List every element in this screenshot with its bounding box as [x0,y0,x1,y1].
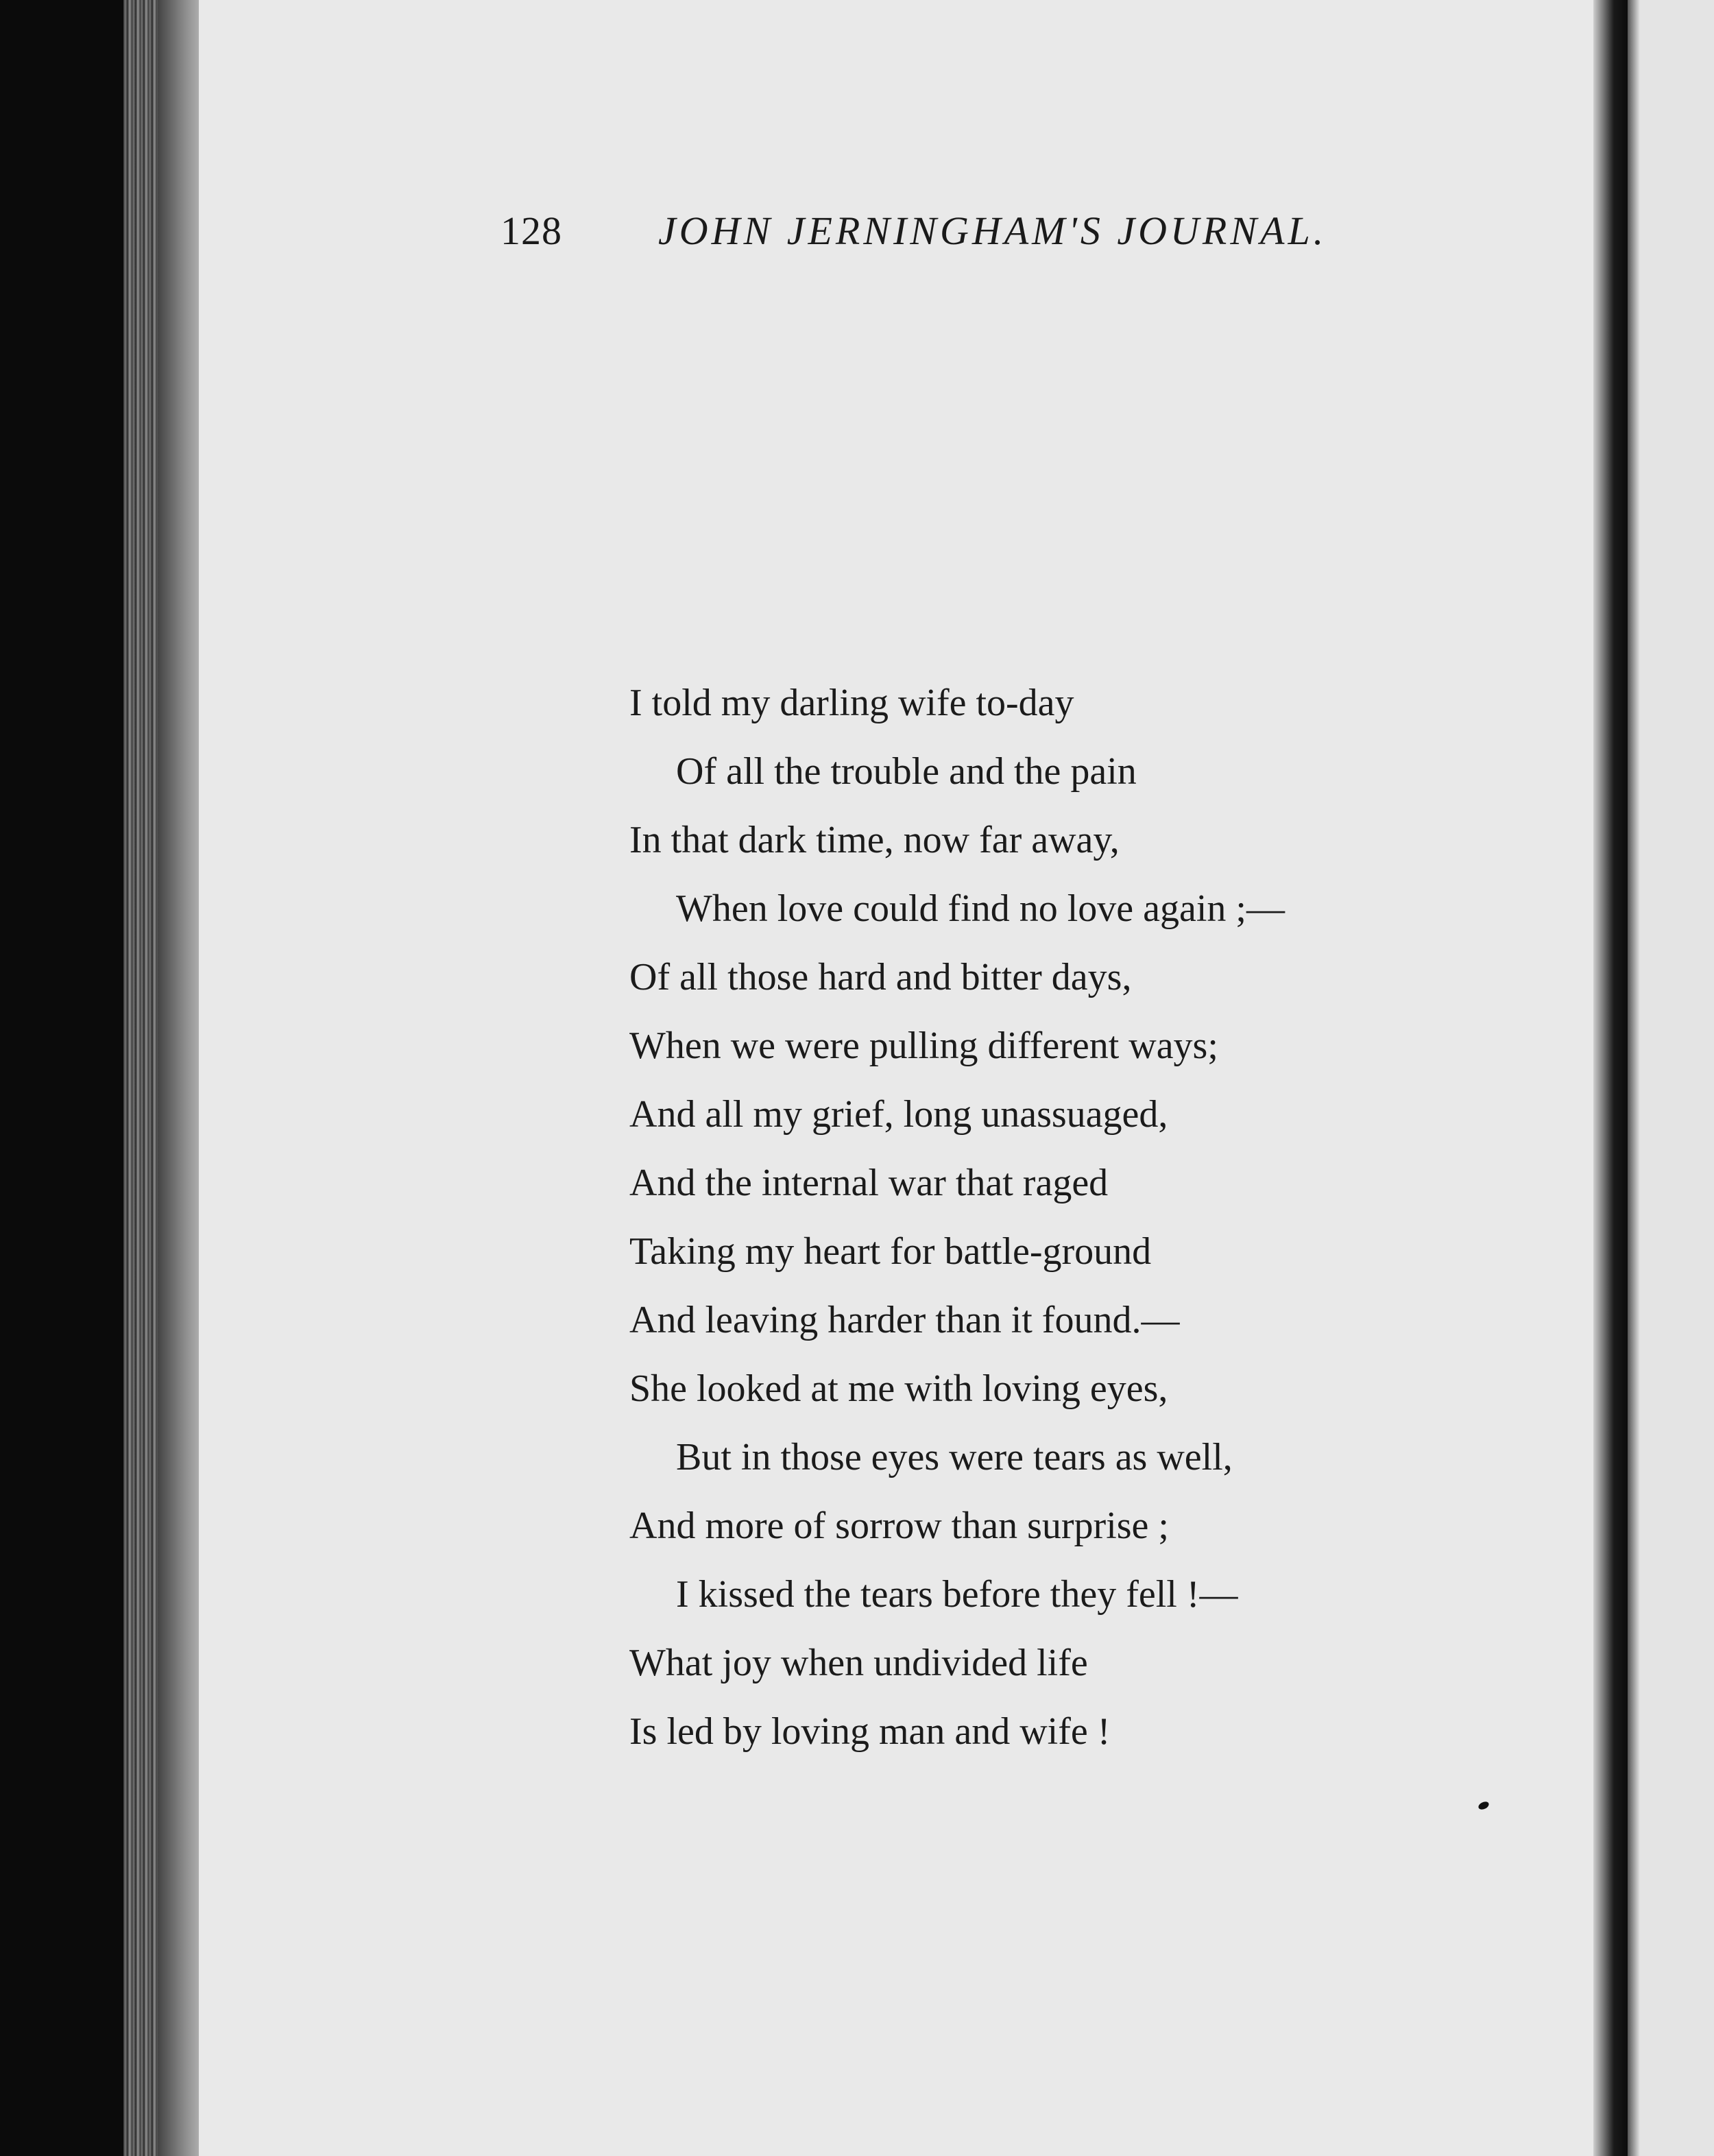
poem-line: And all my grief, long unassuaged, [629,1093,1168,1136]
page-number: 128 [500,208,562,253]
poem-line: And the internal war that raged [629,1162,1109,1204]
poem-line: But in those eyes were tears as well, [676,1436,1233,1478]
facing-page-edge [1628,0,1714,2156]
poem-line: In that dark time, now far away, [629,819,1120,861]
poem-line: She looked at me with loving eyes, [629,1367,1168,1410]
poem-line: Is led by loving man and wife ! [629,1710,1111,1753]
running-title: JOHN JERNINGHAM'S JOURNAL. [658,208,1327,253]
poem-line: And more of sorrow than surprise ; [629,1505,1169,1547]
facing-page-shadow [1628,0,1640,2156]
poem [629,669,1452,1766]
poem-line: I kissed the tears before they fell !— [676,1573,1238,1616]
poem-line: When we were pulling different ways; [629,1025,1218,1067]
poem-line: Of all those hard and bitter days, [629,956,1132,998]
poem-line: And leaving harder than it found.— [629,1299,1180,1341]
poem-line: When love could find no love again ;— [676,887,1285,930]
poem-line: Of all the trouble and the pain [676,750,1137,793]
poem-line: What joy when undivided life [629,1642,1088,1684]
poem-line: Taking my heart for battle-ground [629,1230,1152,1273]
running-head [500,200,1419,262]
poem-line: I told my darling wife to-day [629,682,1074,724]
page-gutter [1593,0,1628,2156]
